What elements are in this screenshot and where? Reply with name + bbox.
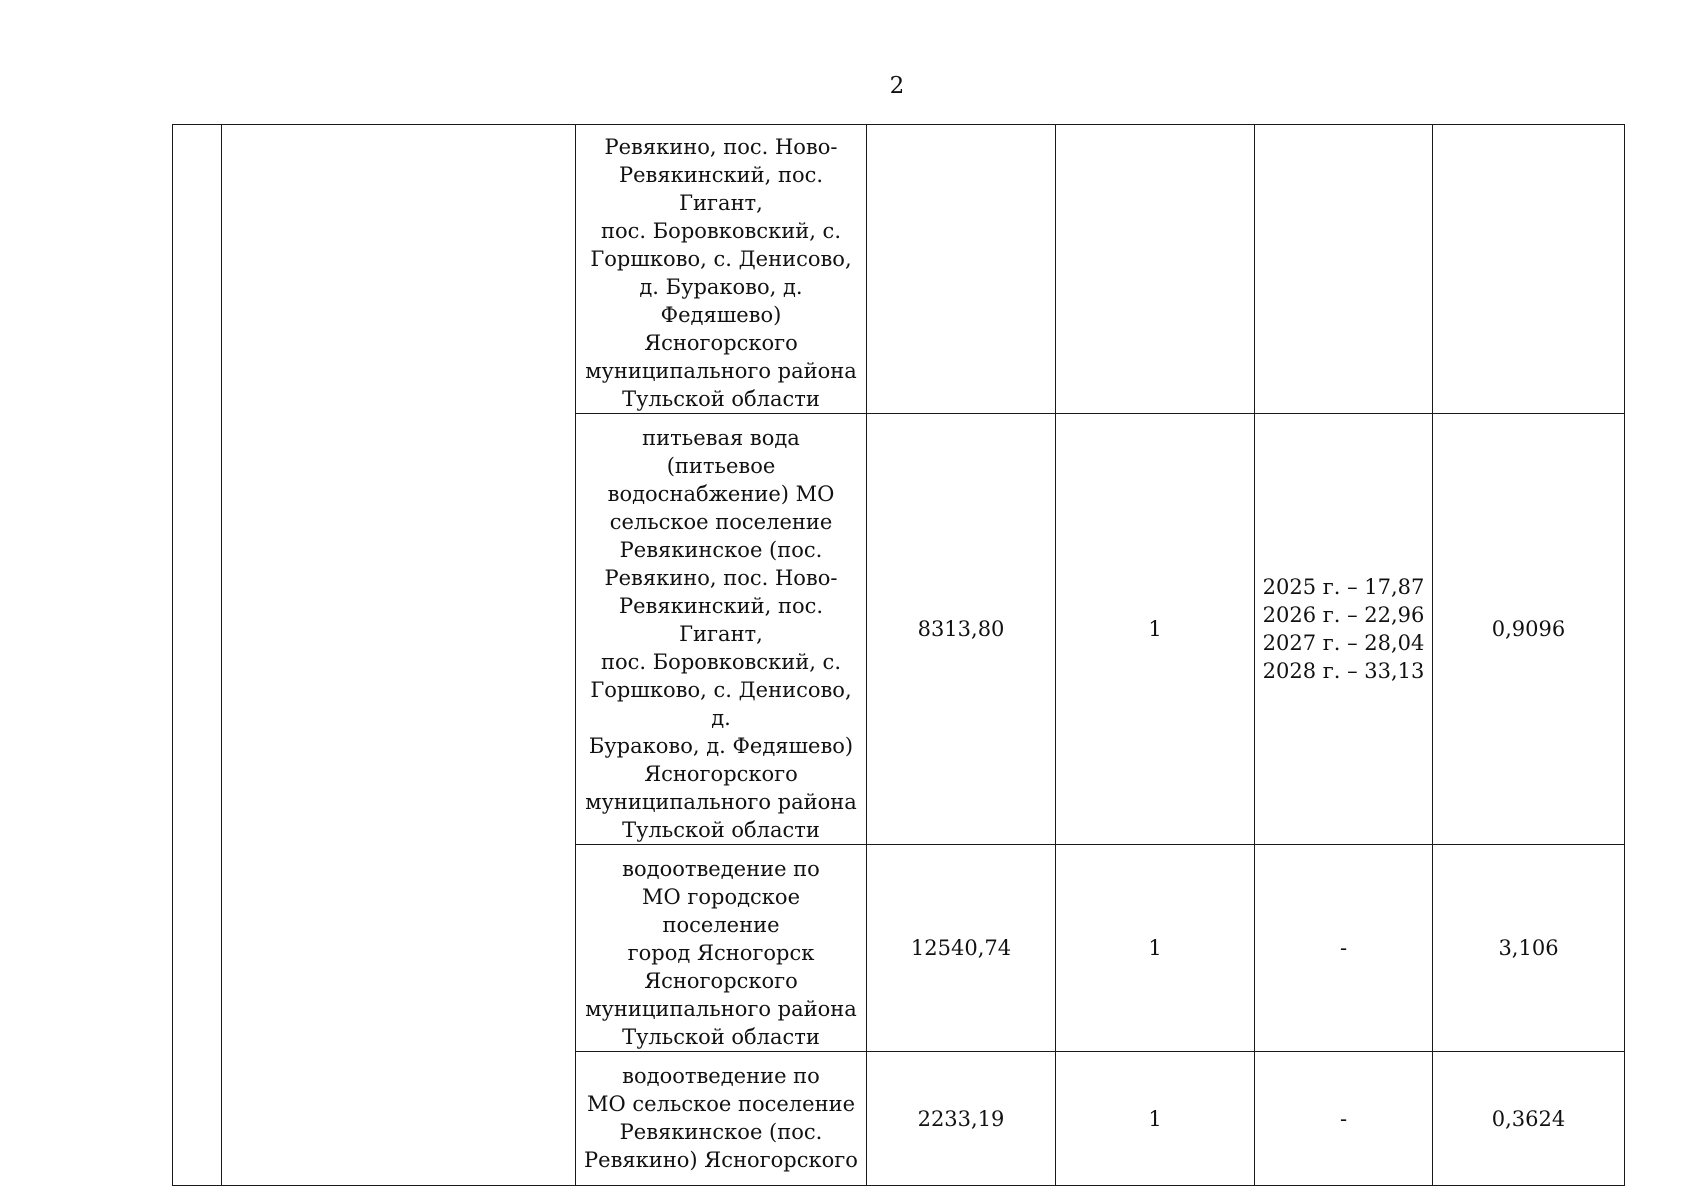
description-cell: водоотведение по МО городское поселение город Ясногорск Ясногорского муниципального района Тульской области bbox=[576, 845, 867, 1052]
value-cell: 8313,80 bbox=[867, 414, 1056, 845]
years-cell: - bbox=[1255, 1052, 1433, 1186]
years-cell bbox=[1255, 125, 1433, 414]
count-cell: 1 bbox=[1056, 414, 1255, 845]
coefficient-cell: 0,9096 bbox=[1433, 414, 1625, 845]
index-cell bbox=[173, 125, 222, 1186]
coefficient-cell bbox=[1433, 125, 1625, 414]
data-table bbox=[172, 124, 1625, 1186]
years-cell: 2025 г. – 17,87 2026 г. – 22,96 2027 г. – 28,04 2028 г. – 33,13 bbox=[1255, 414, 1433, 845]
coefficient-cell: 3,106 bbox=[1433, 845, 1625, 1052]
description-cell: Ревякино, пос. Ново- Ревякинский, пос. Гигант, пос. Боровковский, с. Горшково, с. Денисово, д. Бураково, д. Федяшево) Ясногорского муниципального района Тульской области bbox=[576, 125, 867, 414]
count-cell bbox=[1056, 125, 1255, 414]
description-cell: водоотведение по МО сельское поселение Ревякинское (пос. Ревякино) Ясногорского bbox=[576, 1052, 867, 1186]
years-cell: - bbox=[1255, 845, 1433, 1052]
value-cell: 12540,74 bbox=[867, 845, 1056, 1052]
value-cell: 2233,19 bbox=[867, 1052, 1056, 1186]
page-number: 2 bbox=[889, 73, 905, 99]
description-cell: питьевая вода (питьевое водоснабжение) МО сельское поселение Ревякинское (пос. Ревякино, пос. Ново- Ревякинский, пос. Гигант, пос. Боровковский, с. Горшково, с. Денисово, д. Бураково, д. Федяшево) Ясногорского муниципального района Тульской области bbox=[576, 414, 867, 845]
value-cell bbox=[867, 125, 1056, 414]
name-cell bbox=[222, 125, 576, 1186]
coefficient-cell: 0,3624 bbox=[1433, 1052, 1625, 1186]
count-cell: 1 bbox=[1056, 1052, 1255, 1186]
count-cell: 1 bbox=[1056, 845, 1255, 1052]
table-row bbox=[173, 125, 1625, 414]
